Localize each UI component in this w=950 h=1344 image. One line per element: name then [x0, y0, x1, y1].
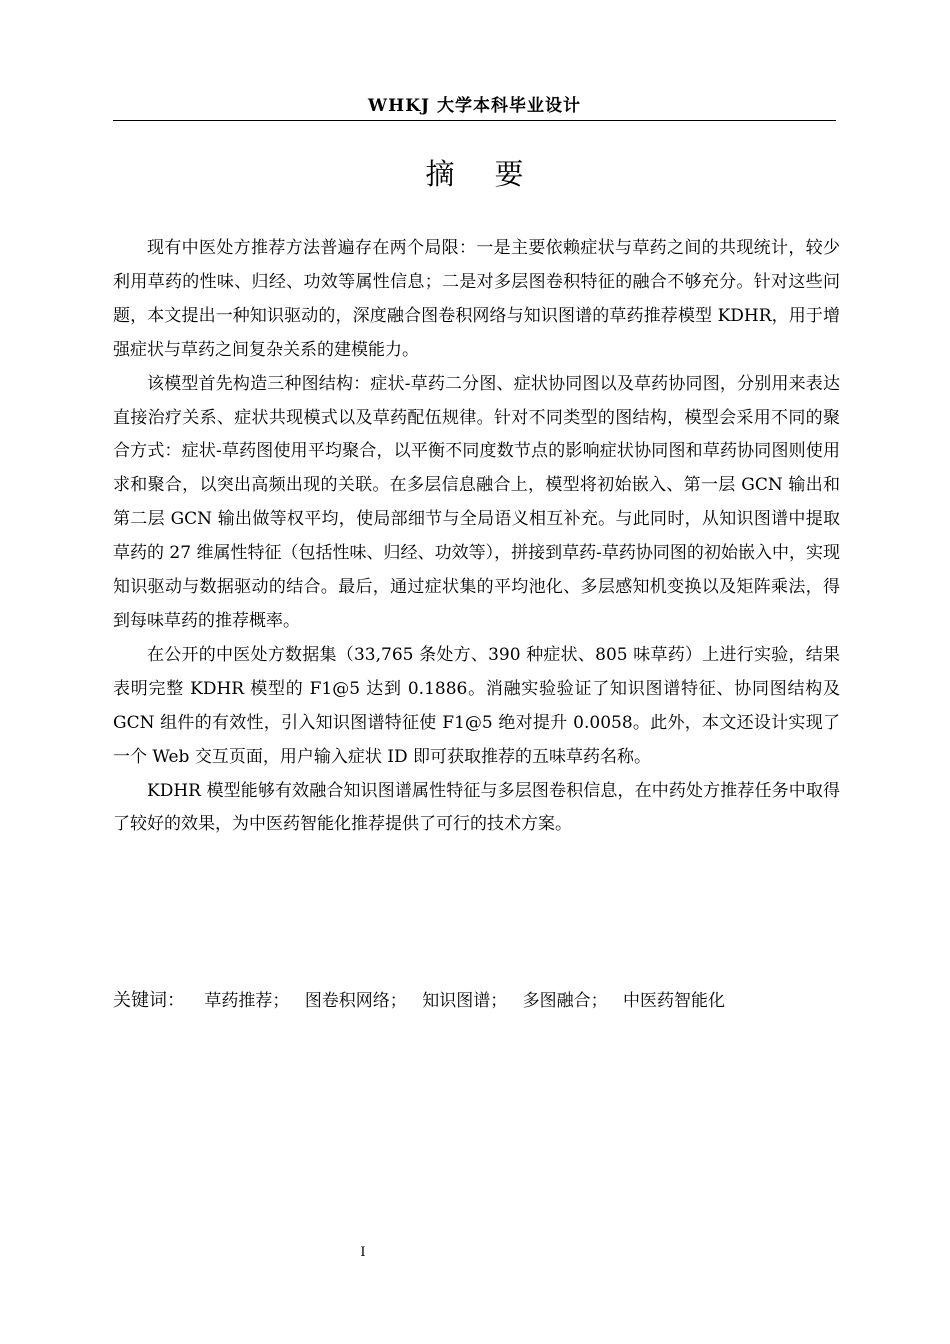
- keyword-item: 中医药智能化: [623, 991, 726, 1011]
- abstract-paragraph-3: 在公开的中医处方数据集（33,765 条处方、390 种症状、805 味草药）上进行实验，结果表明完整 KDHR 模型的 F1@5 达到 0.1886。消融实验验证了知识图谱特征、协同图结构及 GCN 组件的有效性，引入知识图谱特征使 F1@5 绝对提升 0.0058。此外，本文还设计实现了一个 Web 交互页面，用户输入症状 ID 即可获取推荐的五味草药名称。: [113, 644, 840, 767]
- abstract-paragraph-2: 该模型首先构造三种图结构：症状-草药二分图、症状协同图以及草药协同图，分别用来表达直接治疗关系、症状共现模式以及草药配伍规律。针对不同类型的图结构，模型会采用不同的聚合方式：症状-草药图使用平均聚合，以平衡不同度数节点的影响症状协同图和草药协同图则使用求和聚合，以突出高频出现的关联。在多层信息融合上，模型将初始嵌入、第一层 GCN 输出和第二层 GCN 输出做等权平均，使局部细节与全局语义相互补充。与此同时，从知识图谱中提取草药的 27 维属性特征（包括性味、归经、功效等），拼接到草药-草药协同图的初始嵌入中，实现知识驱动与数据驱动的结合。最后，通过症状集的平均池化、多层感知机变换以及矩阵乘法，得到每味草药的推荐概率。: [113, 373, 840, 631]
- keyword-item: 知识图谱；: [422, 991, 508, 1011]
- keywords-label: 关键词：: [113, 990, 185, 1011]
- abstract-body: [113, 232, 840, 842]
- keyword-item: 图卷积网络；: [304, 991, 407, 1011]
- abstract-paragraph-4: KDHR 模型能够有效融合知识图谱属性特征与多层图卷积信息，在中药处方推荐任务中取得了较好的效果，为中医药智能化推荐提供了可行的技术方案。: [113, 780, 840, 835]
- page-number: I: [360, 1245, 366, 1260]
- header-title: WHKJ 大学本科毕业设计: [368, 96, 581, 116]
- page-header: [113, 92, 836, 121]
- keywords-line: [113, 986, 840, 1016]
- abstract-paragraph-1: 现有中医处方推荐方法普遍存在两个局限：一是主要依赖症状与草药之间的共现统计，较少利用草药的性味、归经、功效等属性信息；二是对多层图卷积特征的融合不够充分。针对这些问题，本文提出一种知识驱动的，深度融合图卷积网络与知识图谱的草药推荐模型 KDHR，用于增强症状与草药之间复杂关系的建模能力。: [113, 238, 840, 360]
- keyword-item: 草药推荐；: [204, 991, 290, 1011]
- abstract-title: 摘要: [425, 157, 564, 191]
- keyword-item: 多图融合；: [522, 991, 608, 1011]
